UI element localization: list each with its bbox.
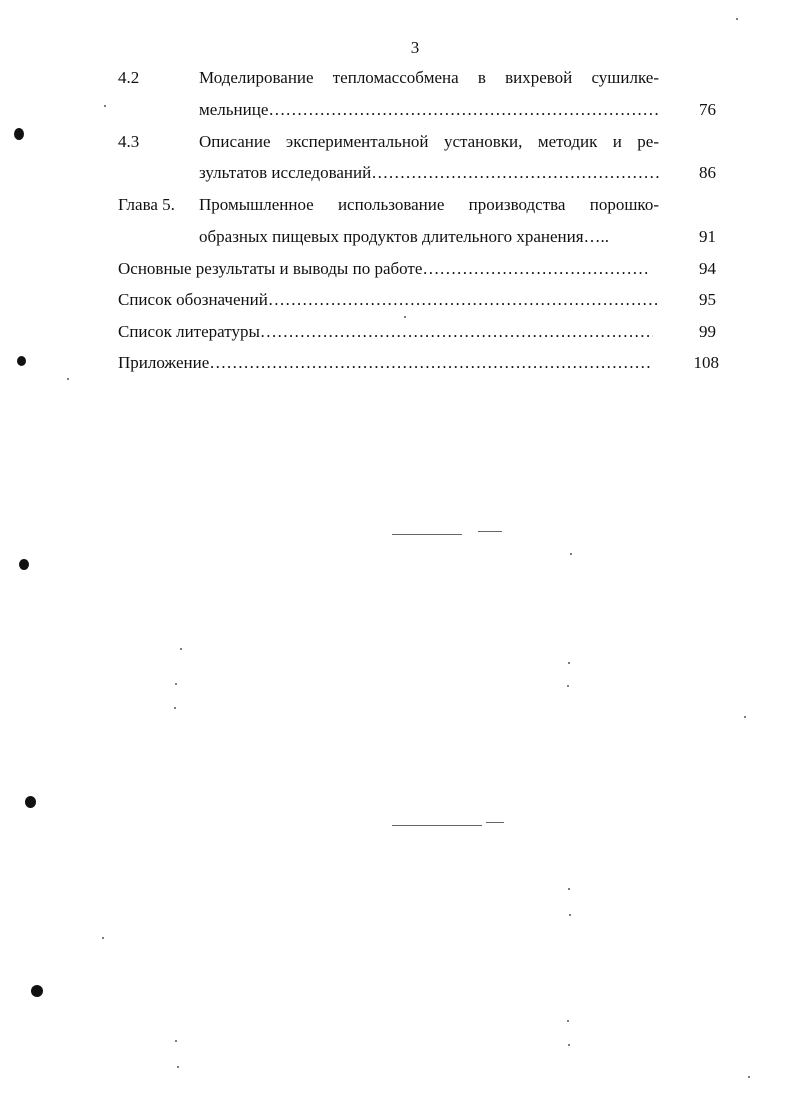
toc-entry-number: 4.3 xyxy=(118,132,140,151)
toc-entry-page: 99 xyxy=(699,322,716,341)
toc-entry-page: 94 xyxy=(699,259,716,278)
scan-mark xyxy=(486,822,504,823)
toc-entry-title-line2: мельнице ………………………………………………………………………………………………………………………… xyxy=(199,100,659,120)
toc-entry-title: Приложение ………………………………………………………………………………………………………………………… xyxy=(118,353,653,373)
scan-speck xyxy=(744,716,746,718)
toc-entry-title: Список литературы ………………………………………………………………………………………………………………………… xyxy=(118,322,653,342)
scan-speck xyxy=(568,662,570,664)
toc-entry-title-line2: зультатов исследований ………………………………………………………………………………………………………………………… xyxy=(199,163,659,183)
scan-speck xyxy=(102,937,104,939)
scan-speck xyxy=(568,888,570,890)
scan-speck xyxy=(177,1066,179,1068)
scan-speck xyxy=(175,683,177,685)
toc-entry-title: Основные результаты и выводы по работе ………………………………………………………………………………………………………………………… xyxy=(118,259,648,279)
toc-entry-page: 108 xyxy=(693,353,719,372)
scan-speck xyxy=(174,707,176,709)
scan-blot xyxy=(25,796,36,808)
scan-speck xyxy=(404,316,406,318)
toc-entry-number: 4.2 xyxy=(118,68,140,87)
scan-mark xyxy=(392,825,482,826)
scan-speck xyxy=(736,18,738,20)
toc-entry-page: 76 xyxy=(699,100,716,119)
scan-speck xyxy=(567,685,569,687)
scan-speck xyxy=(570,553,572,555)
toc-entry-title-line1: Описание экспериментальной установки, методик и ре- xyxy=(199,132,659,151)
scan-speck xyxy=(67,378,69,380)
toc-entry-title-line1: Моделирование тепломассобмена в вихревой сушилке- xyxy=(199,68,659,87)
scan-blot xyxy=(14,128,24,140)
toc-entry-title: Список обозначений ………………………………………………………………………………………………………………………… xyxy=(118,290,658,310)
toc-entry-page: 86 xyxy=(699,163,716,182)
scan-blot xyxy=(19,559,29,570)
scan-blot xyxy=(31,985,43,997)
toc-entry-page: 95 xyxy=(699,290,716,309)
scan-speck xyxy=(175,1040,177,1042)
scan-speck xyxy=(567,1020,569,1022)
scan-speck xyxy=(569,914,571,916)
page-number: 3 xyxy=(410,38,420,57)
toc-entry-page: 91 xyxy=(699,227,716,246)
scan-mark xyxy=(392,534,462,535)
scan-mark xyxy=(478,531,502,532)
scan-speck xyxy=(568,1044,570,1046)
scan-blot xyxy=(17,356,26,366)
scan-speck xyxy=(748,1076,750,1078)
toc-entry-title-line1: Промышленное использование производства порошко- xyxy=(199,195,659,214)
scan-speck xyxy=(180,648,182,650)
scan-speck xyxy=(104,105,106,107)
toc-entry-number: Глава 5. xyxy=(118,195,175,214)
toc-entry-title-line2: образных пищевых продуктов длительного хранения….. xyxy=(199,227,610,246)
